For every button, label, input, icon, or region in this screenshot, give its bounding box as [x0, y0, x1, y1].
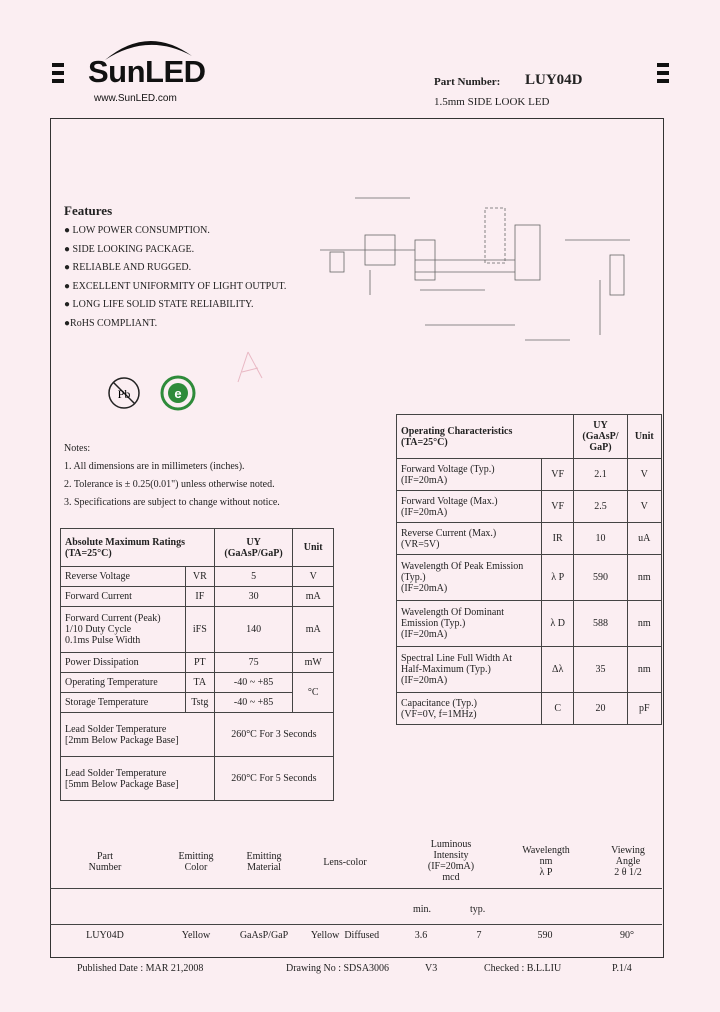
note-item: 1. All dimensions are in millimeters (inches).: [64, 461, 245, 472]
part-description: 1.5mm SIDE LOOK LED: [434, 96, 550, 108]
left-bars-icon: [52, 63, 64, 87]
op-char-title-cell: Operating Characteristics (TA=25°C): [397, 415, 574, 459]
table-row: Reverse Current (Max.) (VR=5V) IR 10 uA: [397, 523, 662, 555]
sel-header-color: Emitting Color: [178, 851, 214, 873]
table-row: Wavelength Of Dominant Emission (Typ.) (IF=20mA) λ D 588 nm: [397, 601, 662, 647]
table-row: Operating Temperature TA -40 ~ +85 °C: [61, 673, 334, 693]
sel-header-material: Emitting Material: [246, 851, 282, 873]
op-char-unit-header: Unit: [627, 415, 661, 459]
features-title: Features: [64, 203, 113, 218]
table-row: Forward Current (Peak) 1/10 Duty Cycle 0.1ms Pulse Width iFS 140 mA: [61, 607, 334, 653]
part-number-label: Part Number:: [434, 76, 501, 88]
table-row: Spectral Line Full Width At Half-Maximum (Typ.) (IF=20mA) Δλ 35 nm: [397, 647, 662, 693]
notes-block: [64, 440, 280, 512]
feature-item: ● SIDE LOOKING PACKAGE.: [64, 243, 195, 255]
abs-max-uy-header: UY (GaAsP/GaP): [214, 529, 293, 567]
brand-logo: SunLED: [88, 54, 206, 89]
table-row: Lead Solder Temperature [5mm Below Package Base] 260°C For 5 Seconds: [61, 757, 334, 801]
selection-divider: [50, 888, 662, 889]
abs-max-unit-header: Unit: [293, 529, 334, 567]
svg-text:Pb: Pb: [117, 387, 131, 401]
svg-text:e: e: [174, 386, 182, 401]
brand-url[interactable]: www.SunLED.com: [94, 93, 177, 104]
rohs-eco-icon: [160, 375, 196, 411]
note-item: 3. Specifications are subject to change without notice.: [64, 497, 280, 508]
footer-checked: Checked : B.L.LIU: [484, 963, 562, 974]
table-row: Lead Solder Temperature [2mm Below Package Base] 260°C For 3 Seconds: [61, 713, 334, 757]
part-number: LUY04D: [525, 72, 583, 88]
sel-sub-min: min.: [413, 904, 432, 915]
feature-item: ● RELIABLE AND RUGGED.: [64, 262, 192, 274]
footer-version: V3: [425, 963, 438, 974]
table-row: Wavelength Of Peak Emission (Typ.) (IF=20mA) λ P 590 nm: [397, 555, 662, 601]
table-row: Storage Temperature Tstg -40 ~ +85: [61, 693, 334, 713]
features-list: [64, 222, 286, 334]
table-row: Capacitance (Typ.) (VF=0V, f=1MHz) C 20 pF: [397, 693, 662, 725]
lead-free-icon: [107, 376, 141, 410]
sel-header-luminous: Luminous Intensity (IF=20mA) mcd: [427, 839, 475, 883]
sel-header-lens: Lens-color: [323, 857, 367, 868]
sel-header-part: Part Number: [88, 851, 122, 873]
footer-published: Published Date : MAR 21,2008: [77, 963, 204, 974]
feature-item: ● EXCELLENT UNIFORMITY OF LIGHT OUTPUT.: [64, 280, 287, 292]
table-row: Forward Current IF 30 mA: [61, 587, 334, 607]
op-char-uy-header: UY (GaAsP/ GaP): [574, 415, 627, 459]
table-row: Forward Voltage (Typ.) (IF=20mA) VF 2.1 V: [397, 459, 662, 491]
table-row: Reverse Voltage VR 5 V: [61, 567, 334, 587]
operating-characteristics-table: [396, 414, 662, 725]
feature-item: ● LONG LIFE SOLID STATE RELIABILITY.: [64, 299, 254, 311]
feature-item: ●RoHS COMPLIANT.: [64, 317, 158, 329]
package-dimension-drawing: [310, 190, 660, 350]
table-row: Power Dissipation PT 75 mW: [61, 653, 334, 673]
footer-drawing: Drawing No : SDSA3006: [286, 963, 390, 974]
notes-title: Notes:: [64, 443, 91, 454]
abs-max-title-cell: Absolute Maximum Ratings (TA=25°C): [61, 529, 215, 567]
right-bars-icon: [657, 63, 669, 87]
feature-item: ● LOW POWER CONSUMPTION.: [64, 225, 210, 236]
footer-page: P.1/4: [612, 963, 632, 974]
sel-sub-typ: typ.: [470, 904, 486, 915]
selection-divider: [50, 924, 662, 925]
sel-header-angle: Viewing Angle 2 θ 1/2: [611, 845, 645, 878]
sel-header-wavelength: Wavelength nm λ P: [522, 845, 570, 878]
abs-max-table: [60, 528, 334, 801]
note-item: 2. Tolerance is ± 0.25(0.01") unless otherwise noted.: [64, 479, 275, 490]
watermark-mark: [228, 348, 268, 388]
table-row: Forward Voltage (Max.) (IF=20mA) VF 2.5 V: [397, 491, 662, 523]
